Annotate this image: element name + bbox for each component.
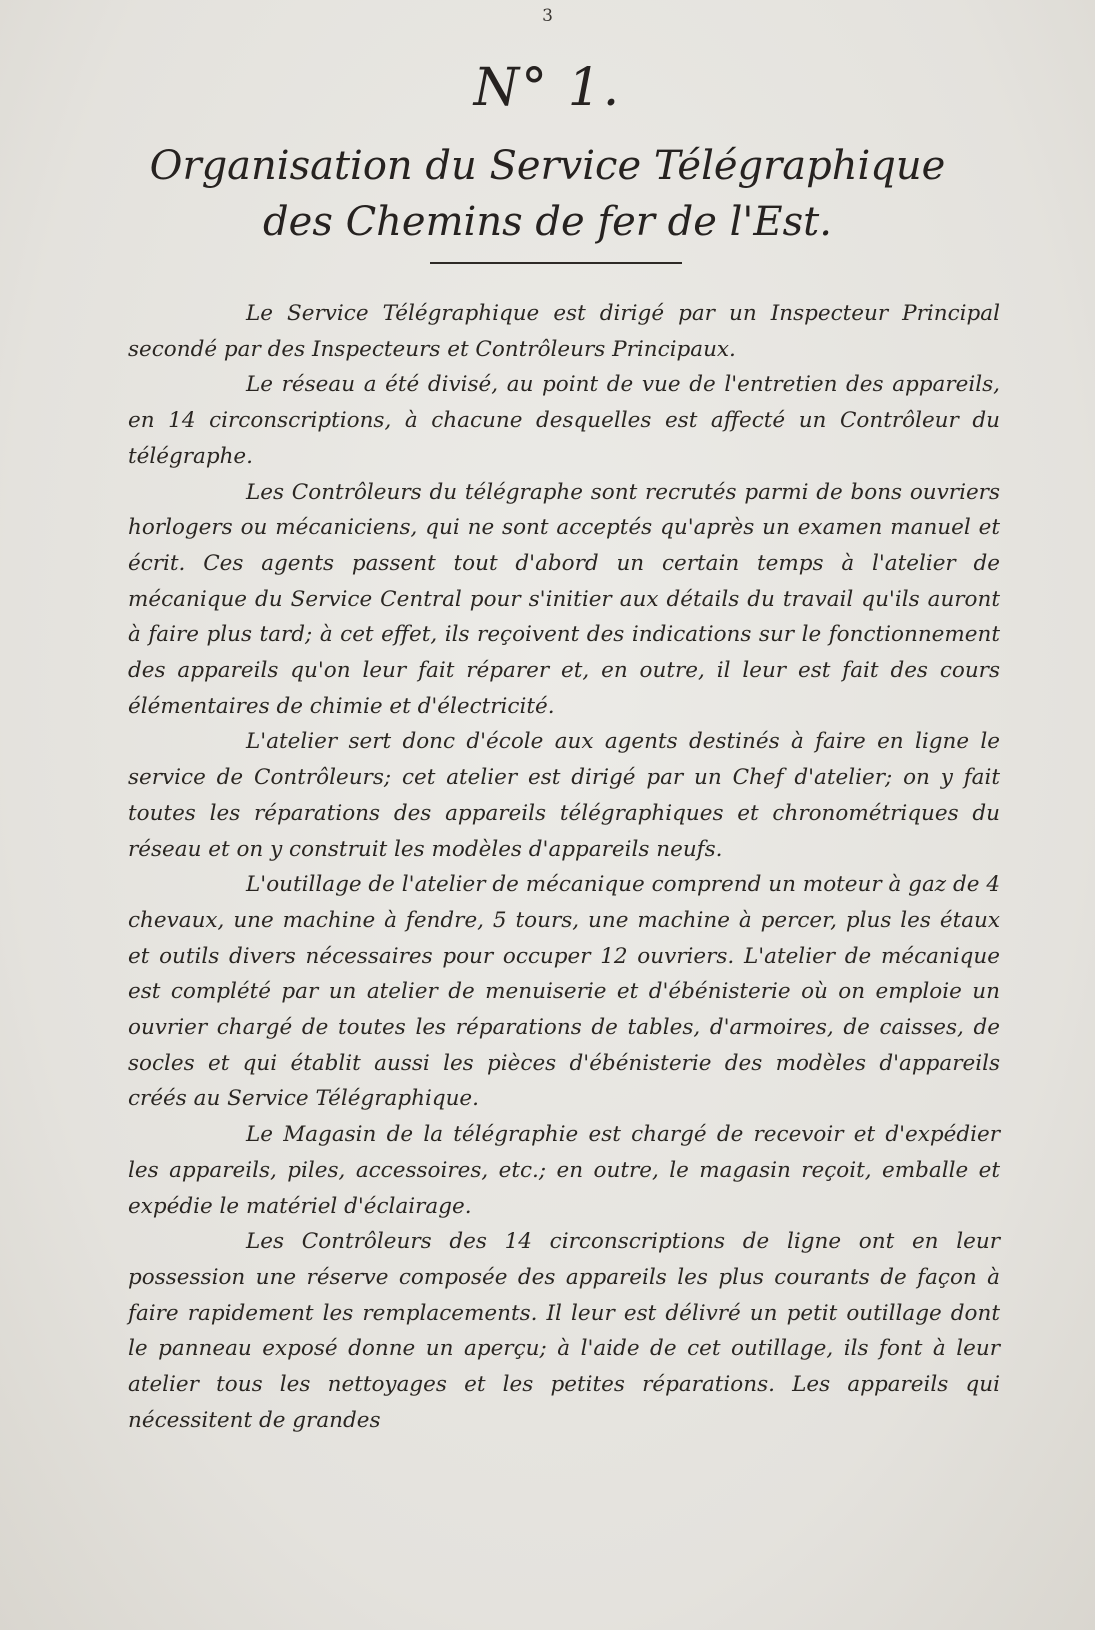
paragraph-5: L'outillage de l'atelier de mécanique comprend un moteur à gaz de 4 chevaux, une machine à fendre, 5 tours, une machine à percer, plus les étaux et outils divers nécessaires pour occuper 12 ouvriers. L'atelier de mécanique est complété par un atelier de menuiserie et d'ébénisterie où on emploie un ouvrier chargé de toutes les réparations de tables, d'armoires, de caisses, de socles et qui établit aussi les pièces d'ébénisterie des modèles d'appareils créés au Service Télégraphique.: [128, 872, 1000, 1112]
paragraph-1: Le Service Télégraphique est dirigé par un Inspecteur Principal secondé par des Inspecteurs et Contrôleurs Principaux.: [128, 301, 1000, 362]
paragraph-4: L'atelier sert donc d'école aux agents destinés à faire en ligne le service de Contrôleurs; cet atelier est dirigé par un Chef d'atelier; on y fait toutes les réparations des appareils télégraphiques et chronométriques du réseau et on y construit les modèles d'appareils neufs.: [128, 729, 1000, 862]
title-line-2: des Chemins de fer de l'Est.: [263, 199, 832, 245]
page-number: 3: [542, 6, 553, 26]
title-underline: [430, 262, 682, 264]
paragraph-2: Le réseau a été divisé, au point de vue de l'entretien des appareils, en 14 circonscriptions, à chacune desquelles est affecté un Contrôleur du télégraphe.: [128, 372, 1000, 469]
body-text: [128, 296, 1000, 1439]
document-title: [0, 140, 1095, 248]
paragraph-6: Le Magasin de la télégraphie est chargé de recevoir et d'expédier les appareils, piles, accessoires, etc.; en outre, le magasin reçoit, emballe et expédie le matériel d'éclairage.: [128, 1122, 1000, 1219]
paragraph-7: Les Contrôleurs des 14 circonscriptions de ligne ont en leur possession une réserve composée des appareils les plus courants de façon à faire rapidement les remplacements. Il leur est délivré un petit outillage dont le panneau exposé donne un aperçu; à l'aide de cet outillage, ils font à leur atelier tous les nettoyages et les petites réparations. Les appareils qui nécessitent de grandes: [128, 1229, 1000, 1433]
title-line-1: Organisation du Service Télégraphique: [149, 143, 946, 189]
paragraph-3: Les Contrôleurs du télégraphe sont recrutés parmi de bons ouvriers horlogers ou mécaniciens, qui ne sont acceptés qu'après un examen manuel et écrit. Ces agents passent tout d'abord un certain temps à l'atelier de mécanique du Service Central pour s'initier aux détails du travail qu'ils auront à faire plus tard; à cet effet, ils reçoivent des indications sur le fonctionnement des appareils qu'on leur fait réparer et, en outre, il leur est fait des cours élémentaires de chimie et d'électricité.: [128, 479, 1000, 719]
document-number: N° 1.: [473, 58, 622, 118]
